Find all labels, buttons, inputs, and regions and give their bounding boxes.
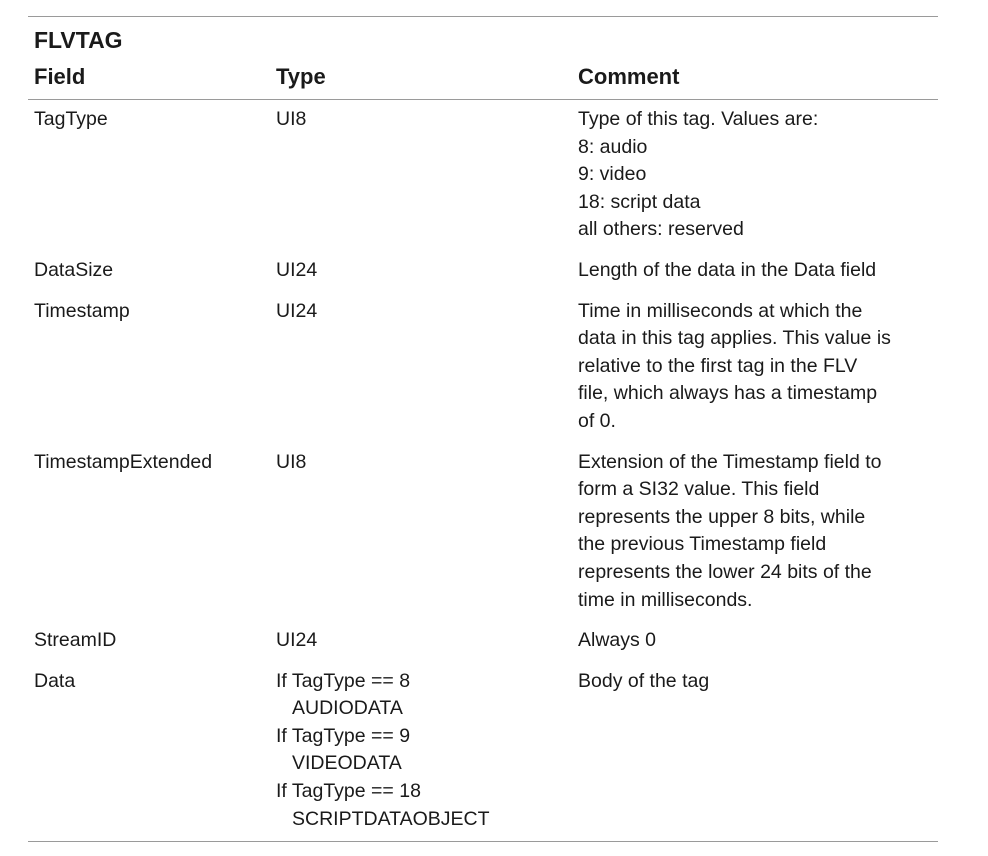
table-row: [28, 449, 938, 615]
table-row: [28, 106, 938, 244]
header-type: Type: [276, 64, 326, 89]
type-cell: [276, 668, 578, 834]
type-line: AUDIODATA: [292, 697, 403, 720]
comment-line: 9: video: [578, 163, 647, 186]
bottom-rule: [28, 841, 938, 842]
type-line: If TagType == 18: [276, 780, 421, 803]
field-cell: TimestampExtended: [34, 450, 213, 473]
type-line: VIDEODATA: [292, 752, 402, 775]
table-row: [28, 257, 938, 285]
header-comment: Comment: [578, 64, 680, 89]
type-line: UI24: [276, 258, 318, 281]
comment-line: time in milliseconds.: [578, 588, 753, 611]
comment-cell: [578, 257, 938, 285]
field-cell: TagType: [34, 108, 108, 130]
field-cell: DataSize: [34, 258, 114, 281]
comment-line: relative to the first tag in the FLV: [578, 354, 858, 377]
comment-cell: [578, 449, 938, 615]
comment-line: Always 0: [578, 629, 657, 652]
comment-cell: [578, 106, 938, 244]
header-field: Field: [34, 64, 86, 89]
type-cell: [276, 106, 578, 244]
table-title: FLVTAG: [34, 27, 123, 53]
type-line: UI8: [276, 108, 307, 130]
table-row: [28, 668, 938, 834]
comment-line: Body of the tag: [578, 669, 710, 692]
field-cell: Data: [34, 669, 76, 692]
comment-line: represents the upper 8 bits, while: [578, 505, 866, 528]
header-row: [28, 55, 938, 100]
comment-line: Extension of the Timestamp field to: [578, 450, 882, 473]
type-line: If TagType == 8: [276, 669, 411, 692]
type-line: UI8: [276, 450, 307, 473]
field-cell: Timestamp: [34, 299, 130, 322]
comment-cell: [578, 627, 938, 655]
comment-line: form a SI32 value. This field: [578, 478, 820, 501]
comment-line: 18: script data: [578, 190, 701, 213]
type-line: If TagType == 9: [276, 724, 411, 747]
comment-line: Type of this tag. Values are:: [578, 108, 819, 130]
comment-cell: [578, 298, 938, 436]
type-line: UI24: [276, 629, 318, 652]
flvtag-table: [28, 16, 938, 842]
comment-line: the previous Timestamp field: [578, 533, 827, 556]
type-cell: [276, 298, 578, 436]
comment-line: 8: audio: [578, 135, 648, 158]
table-row: [28, 298, 938, 436]
comment-line: of 0.: [578, 409, 616, 432]
type-cell: [276, 627, 578, 655]
field-cell: StreamID: [34, 629, 117, 652]
comment-line: Length of the data in the Data field: [578, 258, 877, 281]
comment-line: represents the lower 24 bits of the: [578, 560, 872, 583]
comment-line: file, which always has a timestamp: [578, 382, 878, 405]
type-cell: [276, 449, 578, 615]
type-line: SCRIPTDATAOBJECT: [292, 807, 490, 830]
table-body: [28, 100, 938, 841]
comment-cell: [578, 668, 938, 834]
comment-line: Time in milliseconds at which the: [578, 299, 863, 322]
type-line: UI24: [276, 299, 318, 322]
comment-line: data in this tag applies. This value is: [578, 327, 891, 350]
comment-line: all others: reserved: [578, 218, 744, 241]
table-row: [28, 627, 938, 655]
type-cell: [276, 257, 578, 285]
